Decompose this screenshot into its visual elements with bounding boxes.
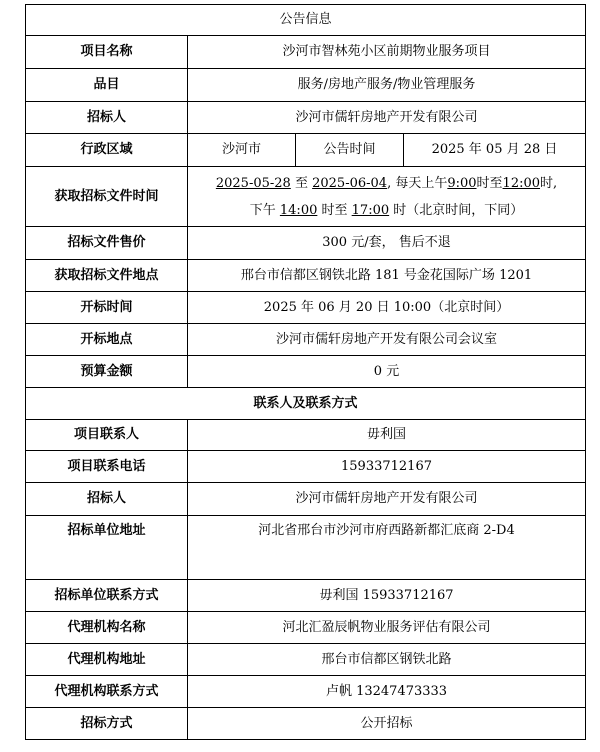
value-project-phone: 15933712167: [188, 451, 586, 483]
doc-time-line-2: [192, 197, 581, 224]
value-open-time: 2025 年 06 月 20 日 10:00（北京时间）: [188, 292, 586, 324]
value-tenderer-address: 河北省邢台市沙河市府西路新都汇底商 2-D4: [188, 516, 586, 580]
row-budget: [26, 356, 586, 388]
doc-pm-start: 14:00: [279, 202, 318, 218]
value-project-contact: 毋利国: [188, 420, 586, 451]
doc-time-text: 下午: [249, 202, 276, 218]
doc-am-end: 12:00: [502, 175, 541, 191]
label-tenderer-contact: 招标单位联系方式: [26, 580, 188, 612]
value-budget: 0 元: [188, 356, 586, 388]
value-agency-contact: 卢帆 13247473333: [188, 676, 586, 708]
label-project-phone: 项目联系电话: [26, 451, 188, 483]
label-open-place: 开标地点: [26, 324, 188, 356]
doc-start-date: 2025-05-28: [215, 175, 291, 191]
doc-time-text: 至: [294, 175, 308, 191]
doc-time-line-1: [192, 170, 581, 197]
label-doc-time: 获取招标文件时间: [26, 167, 188, 227]
label-contact-tenderer: 招标人: [26, 483, 188, 516]
value-contact-tenderer: 沙河市儒轩房地产开发有限公司: [188, 483, 586, 516]
value-doc-time: [188, 167, 586, 227]
value-doc-place: 邢台市信都区钢铁北路 181 号金花国际广场 1201: [188, 260, 586, 292]
label-project-contact: 项目联系人: [26, 420, 188, 451]
row-agency-address: [26, 644, 586, 676]
label-tenderer-address: 招标单位地址: [26, 516, 188, 580]
label-announce-date: 公告时间: [296, 134, 404, 167]
value-doc-price: 300 元/套， 售后不退: [188, 227, 586, 260]
label-budget: 预算金额: [26, 356, 188, 388]
doc-end-date: 2025-06-04: [312, 175, 388, 191]
doc-time-text: 时,: [540, 175, 558, 191]
doc-time-text: 时（北京时间，下同）: [393, 202, 524, 218]
row-tenderer: [26, 102, 586, 134]
section-header-announcement: 公告信息: [26, 5, 586, 36]
row-tenderer-contact: [26, 580, 586, 612]
row-open-time: [26, 292, 586, 324]
section-header-contacts: 联系人及联系方式: [26, 388, 586, 420]
row-open-place: [26, 324, 586, 356]
value-project-name: 沙河市智林苑小区前期物业服务项目: [188, 36, 586, 69]
label-doc-place: 获取招标文件地点: [26, 260, 188, 292]
label-agency-name: 代理机构名称: [26, 612, 188, 644]
value-tenderer-contact: 毋利国 15933712167: [188, 580, 586, 612]
label-region: 行政区域: [26, 134, 188, 167]
doc-am-start: 9:00: [447, 175, 477, 191]
value-category: 服务/房地产服务/物业管理服务: [188, 69, 586, 102]
row-agency-name: [26, 612, 586, 644]
doc-time-text: 时至: [321, 202, 348, 218]
row-tenderer-address: [26, 516, 586, 580]
value-open-place: 沙河市儒轩房地产开发有限公司会议室: [188, 324, 586, 356]
row-doc-price: [26, 227, 586, 260]
doc-time-text: 时至: [476, 175, 503, 191]
value-announce-date: 2025 年 05 月 28 日: [404, 134, 586, 167]
label-project-name: 项目名称: [26, 36, 188, 69]
doc-pm-end: 17:00: [351, 202, 390, 218]
value-method: 公开招标: [188, 708, 586, 740]
row-project-phone: [26, 451, 586, 483]
label-tenderer: 招标人: [26, 102, 188, 134]
row-project-name: [26, 36, 586, 69]
row-doc-time: [26, 167, 586, 227]
label-category: 品目: [26, 69, 188, 102]
row-project-contact: [26, 420, 586, 451]
label-agency-contact: 代理机构联系方式: [26, 676, 188, 708]
label-open-time: 开标时间: [26, 292, 188, 324]
label-agency-address: 代理机构地址: [26, 644, 188, 676]
label-method: 招标方式: [26, 708, 188, 740]
value-region: 沙河市: [188, 134, 296, 167]
value-agency-name: 河北汇盈辰帆物业服务评估有限公司: [188, 612, 586, 644]
row-method: [26, 708, 586, 740]
row-category: [26, 69, 586, 102]
row-contact-tenderer: [26, 483, 586, 516]
label-doc-price: 招标文件售价: [26, 227, 188, 260]
row-region: [26, 134, 586, 167]
value-tenderer: 沙河市儒轩房地产开发有限公司: [188, 102, 586, 134]
announcement-table: [25, 4, 586, 740]
row-agency-contact: [26, 676, 586, 708]
value-agency-address: 邢台市信都区钢铁北路: [188, 644, 586, 676]
doc-time-text: , 每天上午: [387, 175, 448, 191]
row-doc-place: [26, 260, 586, 292]
